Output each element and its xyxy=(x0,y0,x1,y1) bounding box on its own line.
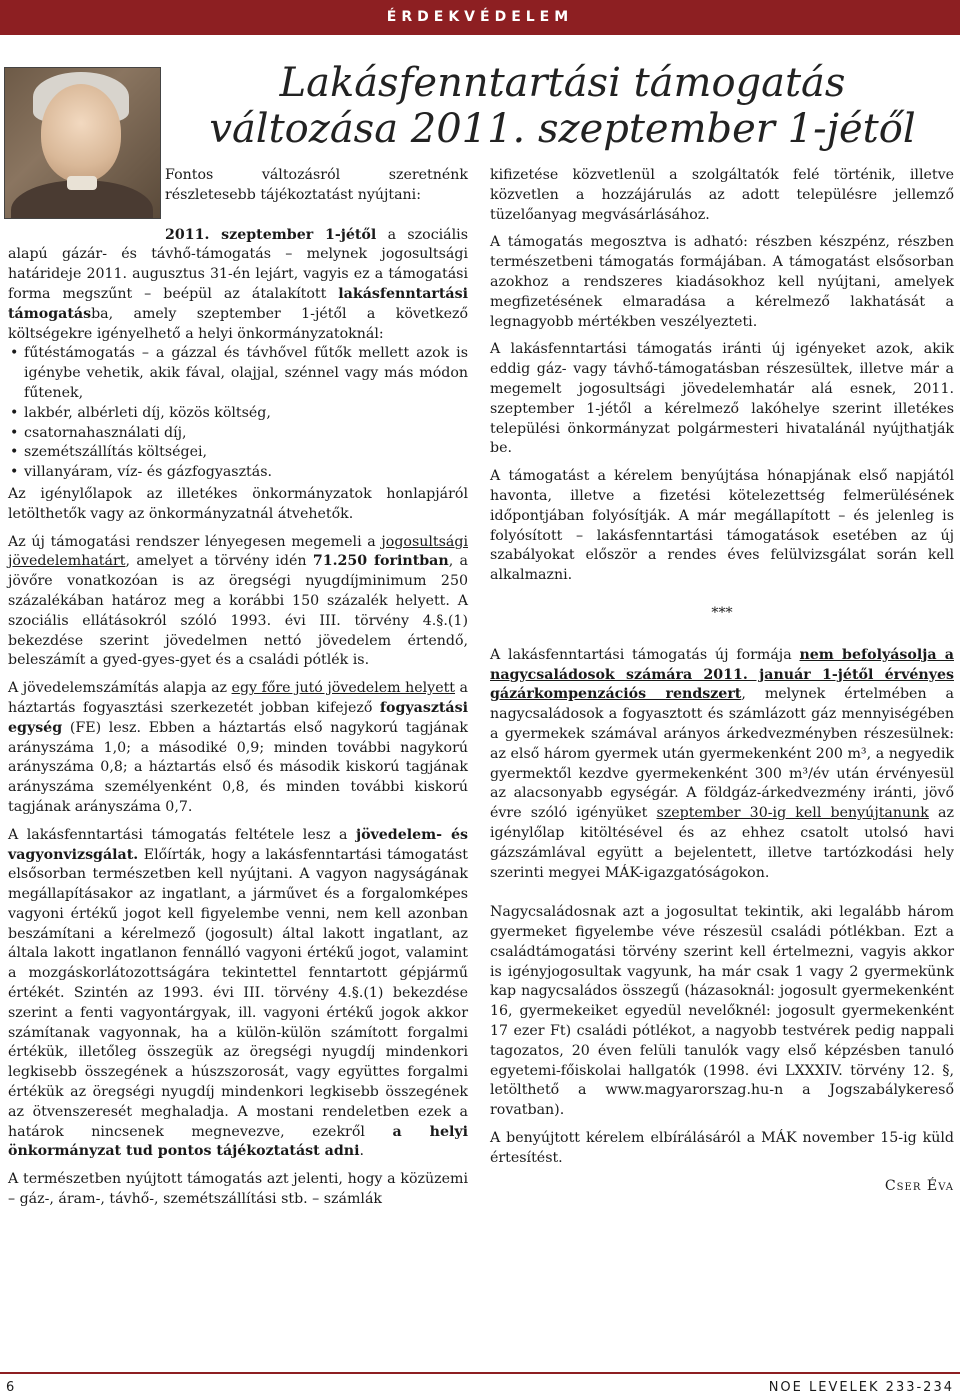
paragraph-5: A lakásfenntartási támogatás feltétele lesz a jövedelem- és vagyonvizsgálat. Előírták, hogy a lakásfenntartási támogatást elsősorban természetben kell nyújtani. A vagyon nagyságának megállapításakor az ingatlant, a járművet és a forgalomképes vagyoni értékű jogot kell figyelembe venni, nem kell azonban beszámítani a kérelmező (jogosult) által lakott ingatlant, az általa lakott ingatlanon fennálló vagyoni értékű jogot, valamint a mozgáskorlátozottságára tekintettel fenntartott gépjármű értékét. Szintén az 1993. évi III. törvény 4.§.(1) bekezdése szerint a fenti vagyontárgyak, ill. vagyoni értékű jogok akkor számítanak vagyonnak, ha a külön-külön számított forgalmi értékük, illetőleg összegük az öregségi nyugdíj mindenkori legkisebb összegének a húszszorosát, vagy együttes forgalmi értékük az öregségi nyugdíj mindenkori legkisebb összegének az ötvenszeresét meghaladja. A mostani rendeletben ezek a határok nincsenek megnevezve, ezekről a helyi önkormányzat tud pontos tájékoztatást adni. xyxy=(8,826,468,1160)
paragraph-r6: Nagycsaládosnak azt a jogosultat tekintik, aki legalább három gyermeket figyelembe véve részesül családi pótlékban. Ezt a családtámogatási törvény szerint kell értelmezni, vagyis akkor is igényjogosultak vagyunk, ha már csak 1 vagy 2 gyermekünk kap nagycsaládos összegű (házasoknál: jogosult gyermekenként 16, gyermekeiket egyedül nevelőknél: jogosult gyermekenként 17 ezer Ft) családi pótlékot, a nagyobb testvérek pedig nappali tagozatos, 20 éven felüli tanulók vagy első képzésben tanuló egyetemi-főiskolai hallgatók (1998. évi LXXXIV. törvény 12. §, letölthető a www.magyarorszag.hu-n a Jogszabálykereső rovatban). xyxy=(490,904,954,1119)
paragraph-r1: kifizetése közvetlenül a szolgáltatók felé történik, illetve közvetlen a hozzájárulás az adott településre jellemző tüzelőanyag megvásárlásához. xyxy=(490,167,954,223)
paragraph-r7: A benyújtott kérelem elbírálásáról a MÁK november 15-ig küld értesítést. xyxy=(490,1130,954,1166)
list-item: • lakbér, albérleti díj, közös költség, xyxy=(8,404,468,424)
paragraph-6: A természetben nyújtott támogatás azt jelenti, hogy a közüzemi – gáz-, áram-, távhő-, szemétszállítási stb. – számlák xyxy=(8,1171,468,1208)
left-column xyxy=(8,166,468,1218)
title-line-1: Lakásfenntartási támogatás xyxy=(279,60,846,106)
paragraph-r3: A lakásfenntartási támogatás iránti új igényeket azok, akik eddig gáz- vagy távhő-támogatásban részesültek, illetve már a megemelt jogosultsági jövedelemhatár alá esnek, 2011. szeptember 1-jétől a kérelmező lakóhelye szerint illetékes települési önkormányzat polgármesteri hivatalánál nyújthatják be. xyxy=(490,341,954,457)
list-item: • fűtéstámogatás – a gázzal és távhővel fűtők mellett azok is igénybe vehetik, akik fával, olajjal, szénnel vagy más módon fűtenek, xyxy=(8,344,468,403)
paragraph-2: Az igénylőlapok az illetékes önkormányzatok honlapjáról letölthetők vagy az önkormányzatnál átvehetők. xyxy=(8,485,468,522)
page-number: 6 xyxy=(6,1380,15,1395)
paragraph-1: 2011. szeptember 1-jétől a szociális alapú gázár- és távhő-támogatás – melynek jogosultsági határideje 2011. augusztus 31-én lejárt, vagyis ez a támogatási forma megszűnt – beépül az átalakított lakásfenntartási támogatásba, amely szeptember 1-jétől a következő költségekre igényelhető a helyi önkormányzatoknál: xyxy=(8,226,468,342)
list-item: • villanyáram, víz- és gázfogyasztás. xyxy=(8,463,468,483)
paragraph-r2: A támogatás megosztva is adható: részben készpénz, részben természetbeni támogatás formájában. A támogatást elsősorban azokhoz a rendszeres kiadásokhoz kell nyújtani, amelyek megfizetésének elmaradása a kérelmező lakhatását a legnagyobb mértékben veszélyezteti. xyxy=(490,234,954,330)
paragraph-r4: A támogatást a kérelem benyújtása hónapjának első napjától havonta, illetve a fizetési kötelezettség felmerülésének időpontjában folyósítják. A már megállapított – és jelenleg is folyósított – lakásfenntartási támogatások esetében az új szabályokat először a rendes éves felülvizsgálat során kell alkalmazni. xyxy=(490,468,954,584)
paragraph-3: Az új támogatási rendszer lényegesen megemeli a jogosultsági jövedelemhatárt, amelyet a törvény idén 71.250 forintban, a jövőre vonatkozóan is az öregségi nyugdíjminimum 250 százalékában határoz meg a korábbi 150 százalék helyett. A szociális ellátásokról szóló 1993. évi III. törvény 4.§.(1) bekezdése szerint jövedelmen nettó jövedelem értendő, beleszámít a gyed-gyes-gyet és a családi pótlék is. xyxy=(8,533,469,669)
author-signature: Cser Éva xyxy=(884,1177,954,1194)
section-banner xyxy=(0,0,960,35)
right-column xyxy=(490,166,954,1204)
cost-list xyxy=(8,344,468,483)
section-label: ÉRDEKVÉDELEM xyxy=(386,9,574,25)
paragraph-r5: A lakásfenntartási támogatás új formája nem befolyásolja a nagycsaládosok számára 2011. január 1-jétől érvényes gázárkompenzációs rendszert, melynek értelmében a nagycsaládosok a fogyasztott és számlázott gáz mennyiségében a gyermekek számával arányos árkedvezményben részesülnek: az első három gyermek után gyermekenként 200 m³, a negyedik gyermektől kezdve gyermekenként 300 m³/év után érvényesül az alacsonyabb egységár. A földgáz-árkedvezmény iránti, jövő évre szóló igényüket szeptember 30-ig kell benyújtanunk az igénylőlap kitöltésével és az ehhez csatolt utolsó havi gázszámlával együtt a bejelentett, illetve tartózkodási hely szerinti megyei MÁK-igazgatóságokon. xyxy=(490,646,954,881)
list-item: • szemétszállítás költségei, xyxy=(8,443,468,463)
section-separator: *** xyxy=(711,604,733,621)
list-item: • csatornahasználati díj, xyxy=(8,424,468,444)
page-footer xyxy=(0,1372,960,1396)
article-title xyxy=(165,60,960,152)
publication-name: NOE LEVELEK 233-234 xyxy=(768,1380,954,1395)
intro-paragraph: Fontos változásról szeretnénk részletesebb tájékoztatást nyújtani: xyxy=(165,167,468,203)
title-line-2: változása 2011. szeptember 1-jétől xyxy=(209,106,916,152)
paragraph-4: A jövedelemszámítás alapja az egy főre jutó jövedelem helyett a háztartás fogyasztási szerkezetét jobban kifejező fogyasztási egység (FE) lesz. Ebben a háztartás első nagykorú tagjának arányszáma 1,0; a másodiké 0,9; minden további nagykorú arányszáma 0,8; a háztartás első és második kiskorú tagjának arányszáma személyenként 0,8, és minden további kiskorú tagjának arányszáma 0,7. xyxy=(8,680,469,815)
